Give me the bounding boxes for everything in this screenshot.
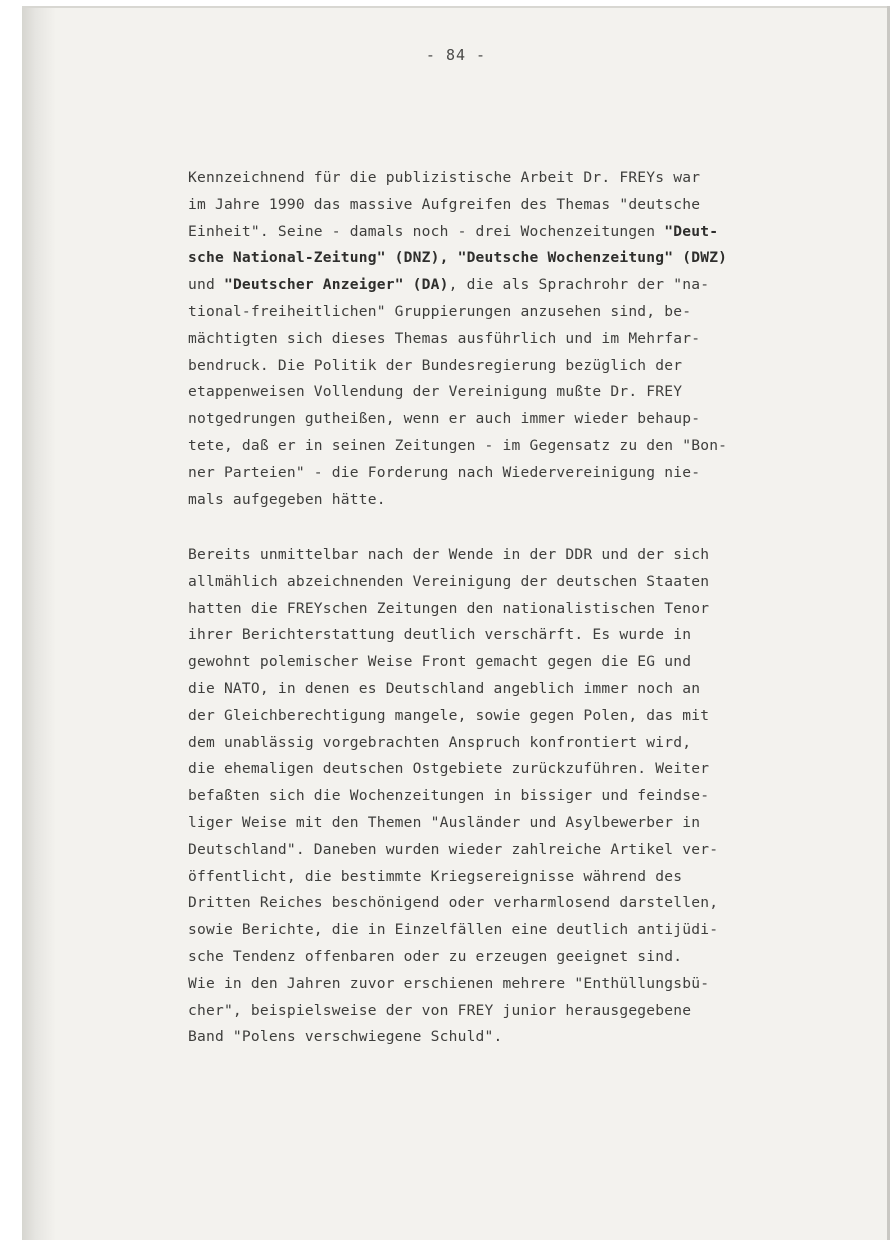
paragraph-2 <box>188 542 878 1051</box>
text-run: die NATO, in denen es Deutschland angeblich immer noch an <box>188 679 701 697</box>
text-line <box>188 487 878 514</box>
text-run: notgedrungen gutheißen, wenn er auch immer wieder behaup- <box>188 410 701 428</box>
text-line <box>188 971 878 998</box>
document-page <box>22 6 890 1240</box>
text-run: Band "Polens verschwiegene Schuld". <box>188 1028 503 1046</box>
text-run: der Gleichberechtigung mangele, sowie gegen Polen, das mit <box>188 706 710 724</box>
text-run: Wie in den Jahren zuvor erschienen mehrere "Enthüllungsbü- <box>188 974 710 992</box>
text-run: sche Tendenz offenbaren oder zu erzeugen geeignet sind. <box>188 947 683 965</box>
page-binding-shadow <box>22 6 56 1240</box>
text-run: tete, daß er in seinen Zeitungen - im Gegensatz zu den "Bon- <box>188 436 728 454</box>
text-line <box>188 998 878 1025</box>
text-run: tional-freiheitlichen" Gruppierungen anzusehen sind, be- <box>188 302 692 320</box>
text-run: sowie Berichte, die in Einzelfällen eine deutlich antijüdi- <box>188 921 719 939</box>
text-line <box>188 622 878 649</box>
text-line <box>188 676 878 703</box>
text-run: Kennzeichnend für die publizistische Arbeit Dr. FREYs war <box>188 169 701 186</box>
text-line <box>188 944 878 971</box>
text-run: liger Weise mit den Themen "Ausländer und Asylbewerber in <box>188 813 701 831</box>
text-line <box>188 864 878 891</box>
text-line <box>188 460 878 487</box>
text-line <box>188 649 878 676</box>
text-run: befaßten sich die Wochenzeitungen in bissiger und feindse- <box>188 787 710 805</box>
text-run: im Jahre 1990 das massive Aufgreifen des Themas "deutsche <box>188 195 701 213</box>
page-top-edge <box>22 6 890 8</box>
text-run: Einheit". Seine - damals noch - drei Wochenzeitungen <box>188 222 665 240</box>
text-run: Deutschland". Daneben wurden wieder zahlreiche Artikel ver- <box>188 840 719 858</box>
text-line <box>188 569 878 596</box>
text-line <box>188 756 878 783</box>
text-line <box>188 272 878 299</box>
text-run: allmählich abzeichnenden Vereinigung der deutschen Staaten <box>188 572 710 590</box>
paragraph-1 <box>188 165 878 513</box>
text-line <box>188 245 878 272</box>
text-run: ner Parteien" - die Forderung nach Wiedervereinigung nie- <box>188 463 701 481</box>
text-line <box>188 326 878 353</box>
text-line <box>188 219 878 246</box>
text-line <box>188 837 878 864</box>
bold-text-run: "Deutscher Anzeiger" (DA) <box>223 276 449 294</box>
page-number: - 84 - <box>425 46 487 64</box>
text-run: cher", beispielsweise der von FREY junior herausgegebene <box>188 1001 692 1019</box>
text-line <box>188 299 878 326</box>
text-line <box>188 379 878 406</box>
text-run: mächtigten sich dieses Themas ausführlich und im Mehrfar- <box>188 329 701 347</box>
text-line <box>188 433 878 460</box>
text-run: mals aufgegeben hätte. <box>188 490 386 508</box>
bold-text-run: "Deut- <box>664 222 719 240</box>
text-line <box>188 192 878 219</box>
text-run: ihrer Berichterstattung deutlich verschärft. Es wurde in <box>188 626 692 644</box>
text-run: die ehemaligen deutschen Ostgebiete zurückzuführen. Weiter <box>188 760 710 778</box>
text-line <box>188 703 878 730</box>
text-line <box>188 810 878 837</box>
bold-text-run: sche National-Zeitung" (DNZ), "Deutsche Wochenzeitung" (DWZ) <box>188 249 728 267</box>
text-run: dem unablässig vorgebrachten Anspruch konfrontiert wird, <box>188 733 692 751</box>
text-run: gewohnt polemischer Weise Front gemacht gegen die EG und <box>188 653 692 671</box>
text-run: Bereits unmittelbar nach der Wende in der DDR und der sich <box>188 546 710 563</box>
text-line <box>188 542 878 569</box>
text-line <box>188 890 878 917</box>
text-line <box>188 406 878 433</box>
text-line <box>188 165 878 192</box>
text-run: hatten die FREYschen Zeitungen den nationalistischen Tenor <box>188 599 710 617</box>
text-line <box>188 353 878 380</box>
text-line <box>188 783 878 810</box>
text-line <box>188 1024 878 1051</box>
text-line <box>188 917 878 944</box>
text-line <box>188 730 878 757</box>
text-run: bendruck. Die Politik der Bundesregierung bezüglich der <box>188 356 683 374</box>
text-run: etappenweisen Vollendung der Vereinigung mußte Dr. FREY <box>188 383 683 401</box>
text-run: , die als Sprachrohr der "na- <box>448 276 710 294</box>
text-line <box>188 596 878 623</box>
text-run: Dritten Reiches beschönigend oder verharmlosend darstellen, <box>188 894 719 912</box>
text-run: öffentlicht, die bestimmte Kriegsereignisse während des <box>188 867 683 885</box>
page-right-edge <box>887 6 890 1240</box>
text-run: und <box>188 276 224 294</box>
